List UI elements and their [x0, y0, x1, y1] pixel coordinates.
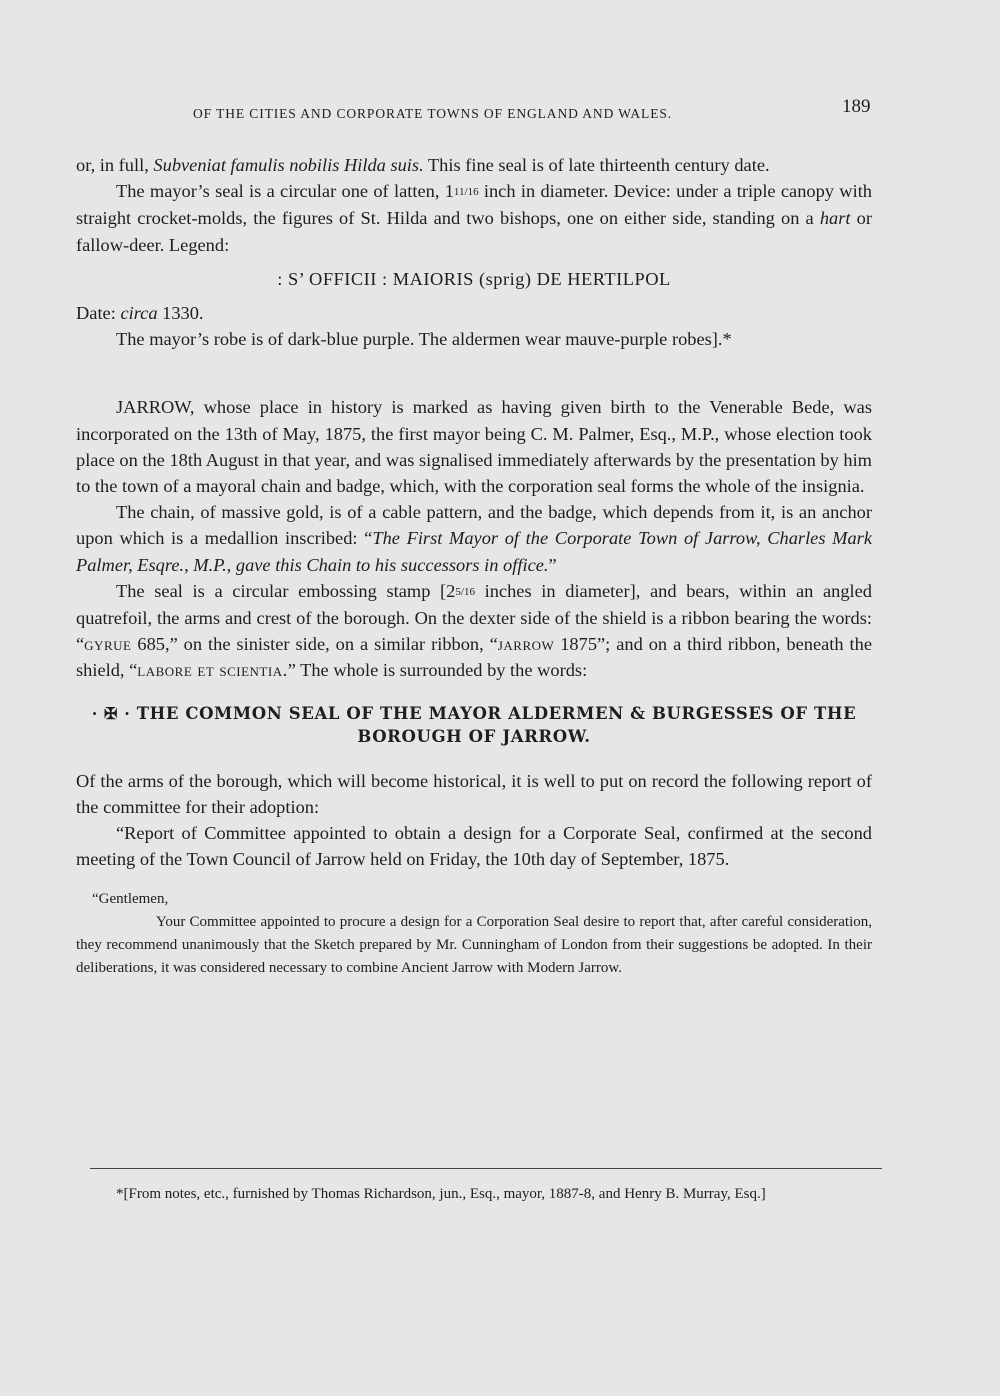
fraction: 11/16: [453, 186, 479, 199]
text-run: Date:: [76, 303, 121, 324]
page-number: 189: [842, 96, 871, 117]
hartlepool-paragraph-2: [76, 178, 872, 258]
text-run: The mayor’s seal is a circular one of latten, 1: [116, 181, 454, 202]
text-run: 1330.: [157, 303, 204, 324]
text-run: or fallow-deer. Legend:: [76, 208, 872, 255]
running-head: OF THE CITIES AND CORPORATE TOWNS OF ENGLAND AND WALES.: [193, 106, 673, 121]
letter-paragraph: Your Committee appointed to procure a design for a Corporation Seal desire to report that, after careful consideration, they recommend unanimously that the Sketch prepared by Mr. Cunningham of London from their suggestions be adopted. In their deliberations, it was considered necessary to combine Ancient Jarrow with Modern Jarrow.: [76, 914, 872, 977]
hartlepool-paragraph-1: [76, 152, 872, 178]
text-run: 685,” on the sinister side, on a similar ribbon, “: [131, 634, 498, 655]
small-caps-word: jarrow: [497, 634, 555, 655]
text-run: The chain, of massive gold, is of a cable pattern, and the badge, which depends from it, is an anchor upon which is a medallion inscribed: “: [76, 502, 872, 549]
fraction: 5/16: [455, 585, 475, 598]
jarrow-paragraph-2: [76, 499, 872, 578]
italic-word: hart: [819, 208, 851, 229]
jarrow-paragraph-1: JARROW, whose place in history is marked as having given birth to the Venerable Bede, was incorporated on the 13th of May, 1875, the first mayor being C. M. Palmer, Esq., M.P., whose election took place on the 18th August in that year, and was signalised immediately afterwards by the presentation by him to the town of a mayoral chain and badge, which, with the corporation seal forms the whole of the insignia.: [76, 397, 872, 497]
text-run: 1875”; and on a third ribbon, beneath the shield, “: [76, 634, 872, 681]
robe-paragraph: The mayor’s robe is of dark-blue purple. The aldermen wear mauve-purple robes].*: [116, 329, 732, 350]
text-run: or, in full,: [76, 155, 154, 175]
seal-legend-jarrow: [76, 702, 872, 748]
date-line: [76, 300, 872, 326]
text-run: ” The whole is surrounded by the words:: [287, 660, 588, 681]
text-run: ”: [548, 554, 557, 575]
small-caps-word: labore et scientia.: [137, 660, 288, 681]
seal-legend-hartlepool: : S’ OFFICII : MAIORIS (sprig) DE HERTILPOL: [277, 268, 671, 289]
jarrow-paragraph-3: [76, 578, 872, 684]
text-run: The seal is a circular embossing stamp [2: [116, 580, 456, 601]
footnote: *[From notes, etc., furnished by Thomas Richardson, jun., Esq., mayor, 1887-8, and Henry B. Murray, Esq.]: [116, 1186, 766, 1202]
jarrow-paragraph-4: Of the arms of the borough, which will become historical, it is well to put on record the following report of the committee for their adoption:: [76, 770, 872, 817]
jarrow-paragraph-5: “Report of Committee appointed to obtain a design for a Corporate Seal, confirmed at the second meeting of the Town Council of Jarrow held on Friday, the 10th day of September, 1875.: [76, 823, 872, 870]
italic-word: circa: [120, 303, 158, 324]
small-caps-word: gyrue: [84, 634, 132, 655]
seal-legend-text: THE COMMON SEAL OF THE MAYOR ALDERMEN & BURGESSES OF THE BOROUGH OF JARROW.: [136, 703, 857, 746]
committee-letter: [76, 911, 872, 980]
chain-inscription: The First Mayor of the Corporate Town of Jarrow, Charles Mark Palmer, Esqre., M.P., gave this Chain to his successors in office.: [76, 528, 872, 575]
latin-motto: Subveniat famulis nobilis Hilda suis.: [153, 155, 424, 175]
body-text: [76, 152, 872, 980]
cross-ornament-icon: · ✠ ·: [91, 703, 131, 723]
text-run: inches in diameter], and bears, within an angled quatrefoil, the arms and crest of the borough. On the dexter side of the shield is a ribbon bearing the words: “: [76, 580, 872, 655]
salutation: “Gentlemen,: [92, 891, 169, 908]
text-run: inch in diameter. Device: under a triple canopy with straight crocket-molds, the figures of St. Hilda and two bishops, one on either side, standing on a: [76, 181, 872, 229]
footnote-rule: [90, 1168, 882, 1169]
text-run: This fine seal is of late thirteenth century date.: [423, 155, 770, 175]
